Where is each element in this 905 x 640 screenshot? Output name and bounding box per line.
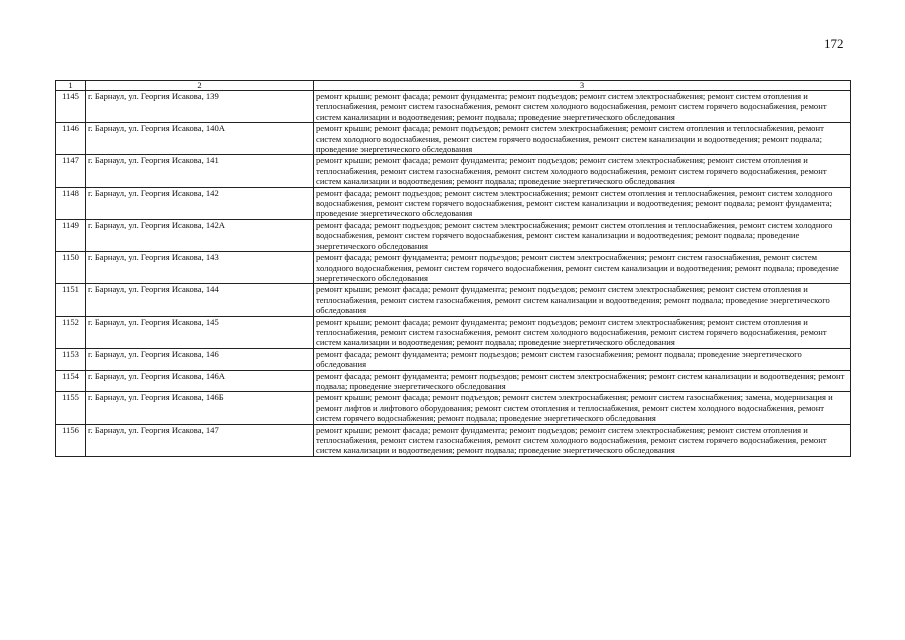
row-works: ремонт крыши; ремонт фасада; ремонт подъездов; ремонт систем электроснабжения; ремонт систем отопления и теплоснабжения, ремонт систем холодного водоснабжения, ремонт систем горячего водоснабжения, ремонт систем канализации и водоотведения; ремонт подвала; проведение энергетического обследования xyxy=(314,123,851,155)
row-works: ремонт фасада; ремонт подъездов; ремонт систем электроснабжения; ремонт систем отопления и теплоснабжения, ремонт систем холодного водоснабжения, ремонт систем горячего водоснабжения, ремонт систем канализации и водоотведения; ремонт подвала; проведение энергетического обследования xyxy=(314,219,851,251)
row-works: ремонт фасада; ремонт подъездов; ремонт систем электроснабжения; ремонт систем отопления и теплоснабжения, ремонт систем холодного водоснабжения, ремонт систем горячего водоснабжения, ремонт систем канализации и водоотведения; ремонт подвала; ремонт фундамента; проведение энергетического обследования xyxy=(314,187,851,219)
table-row xyxy=(56,123,851,155)
table-row xyxy=(56,187,851,219)
row-works: ремонт фасада; ремонт фундамента; ремонт подъездов; ремонт систем газоснабжения; ремонт подвала; проведение энергетического обследования xyxy=(314,348,851,370)
row-number: 1153 xyxy=(56,348,86,370)
row-number: 1149 xyxy=(56,219,86,251)
row-address: г. Барнаул, ул. Георгия Исакова, 141 xyxy=(86,155,314,187)
table-row xyxy=(56,348,851,370)
row-number: 1152 xyxy=(56,316,86,348)
row-works: ремонт крыши; ремонт фасада; ремонт подъездов; ремонт систем электроснабжения; ремонт систем газоснабжения; замена, модернизация и ремонт лифтов и лифтового оборудования; ремонт систем отопления и теплоснабжения, ремонт систем холодного водоснабжения, ремонт систем горячего водоснабжения; ремонт подвала; проведение энергетического обследования xyxy=(314,392,851,424)
row-address: г. Барнаул, ул. Георгия Исакова, 144 xyxy=(86,284,314,316)
row-works: ремонт крыши; ремонт фасада; ремонт фундамента; ремонт подъездов; ремонт систем электроснабжения; ремонт систем отопления и теплоснабжения, ремонт систем газоснабжения, ремонт систем холодного водоснабжения, ремонт систем горячего водоснабжения, ремонт систем канализации и водоотведения; ремонт подвала; проведение энергетического обследования xyxy=(314,155,851,187)
row-address: г. Барнаул, ул. Георгия Исакова, 139 xyxy=(86,91,314,123)
table-row xyxy=(56,252,851,284)
row-address: г. Барнаул, ул. Георгия Исакова, 145 xyxy=(86,316,314,348)
table-row xyxy=(56,316,851,348)
row-address: г. Барнаул, ул. Георгия Исакова, 146 xyxy=(86,348,314,370)
row-address: г. Барнаул, ул. Георгия Исакова, 140А xyxy=(86,123,314,155)
table-row xyxy=(56,91,851,123)
row-address: г. Барнаул, ул. Георгия Исакова, 146А xyxy=(86,370,314,392)
row-number: 1150 xyxy=(56,252,86,284)
row-number: 1155 xyxy=(56,392,86,424)
row-number: 1146 xyxy=(56,123,86,155)
row-works: ремонт фасада; ремонт фундамента; ремонт подъездов; ремонт систем электроснабжения; ремонт систем канализации и водоотведения; ремонт подвала; проведение энергетического обследования xyxy=(314,370,851,392)
row-address: г. Барнаул, ул. Георгия Исакова, 143 xyxy=(86,252,314,284)
row-works: ремонт крыши; ремонт фасада; ремонт фундамента; ремонт подъездов; ремонт систем электроснабжения; ремонт систем отопления и теплоснабжения, ремонт систем газоснабжения, ремонт систем холодного водоснабжения, ремонт систем горячего водоснабжения, ремонт систем канализации и водоотведения; ремонт подвала; проведение энергетического обследования xyxy=(314,424,851,456)
row-address: г. Барнаул, ул. Георгия Исакова, 147 xyxy=(86,424,314,456)
row-number: 1156 xyxy=(56,424,86,456)
row-works: ремонт крыши; ремонт фасада; ремонт фундамента; ремонт подъездов; ремонт систем электроснабжения; ремонт систем отопления и теплоснабжения, ремонт систем газоснабжения, ремонт систем холодного водоснабжения, ремонт систем горячего водоснабжения, ремонт систем канализации и водоотведения; ремонт подвала; проведение энергетического обследования xyxy=(314,91,851,123)
header-col-3: 3 xyxy=(314,81,851,91)
page-number: 172 xyxy=(824,36,844,51)
row-number: 1151 xyxy=(56,284,86,316)
table-header-row xyxy=(56,81,851,91)
row-number: 1147 xyxy=(56,155,86,187)
table-row xyxy=(56,219,851,251)
table-row xyxy=(56,155,851,187)
row-number: 1154 xyxy=(56,370,86,392)
row-works: ремонт фасада; ремонт фундамента; ремонт подъездов; ремонт систем электроснабжения; ремонт систем газоснабжения, ремонт систем холодного водоснабжения, ремонт систем горячего водоснабжения, ремонт систем канализации и водоотведения; ремонт подвала; проведение энергетического обследования xyxy=(314,252,851,284)
row-address: г. Барнаул, ул. Георгия Исакова, 146Б xyxy=(86,392,314,424)
row-number: 1145 xyxy=(56,91,86,123)
table-row xyxy=(56,392,851,424)
row-works: ремонт крыши; ремонт фасада; ремонт фундамента; ремонт подъездов; ремонт систем электроснабжения; ремонт систем отопления и теплоснабжения, ремонт систем газоснабжения, ремонт систем канализации и водоотведения; ремонт подвала; проведение энергетического обследования xyxy=(314,284,851,316)
row-works: ремонт крыши; ремонт фасада; ремонт фундамента; ремонт подъездов; ремонт систем электроснабжения; ремонт систем отопления и теплоснабжения, ремонт систем газоснабжения, ремонт систем холодного водоснабжения, ремонт систем горячего водоснабжения, ремонт систем канализации и водоотведения; ремонт подвала; проведение энергетического обследования xyxy=(314,316,851,348)
table-row xyxy=(56,424,851,456)
repair-works-table xyxy=(55,80,851,457)
row-address: г. Барнаул, ул. Георгия Исакова, 142А xyxy=(86,219,314,251)
header-col-1: 1 xyxy=(56,81,86,91)
header-col-2: 2 xyxy=(86,81,314,91)
row-address: г. Барнаул, ул. Георгия Исакова, 142 xyxy=(86,187,314,219)
row-number: 1148 xyxy=(56,187,86,219)
table-row xyxy=(56,284,851,316)
table-row xyxy=(56,370,851,392)
